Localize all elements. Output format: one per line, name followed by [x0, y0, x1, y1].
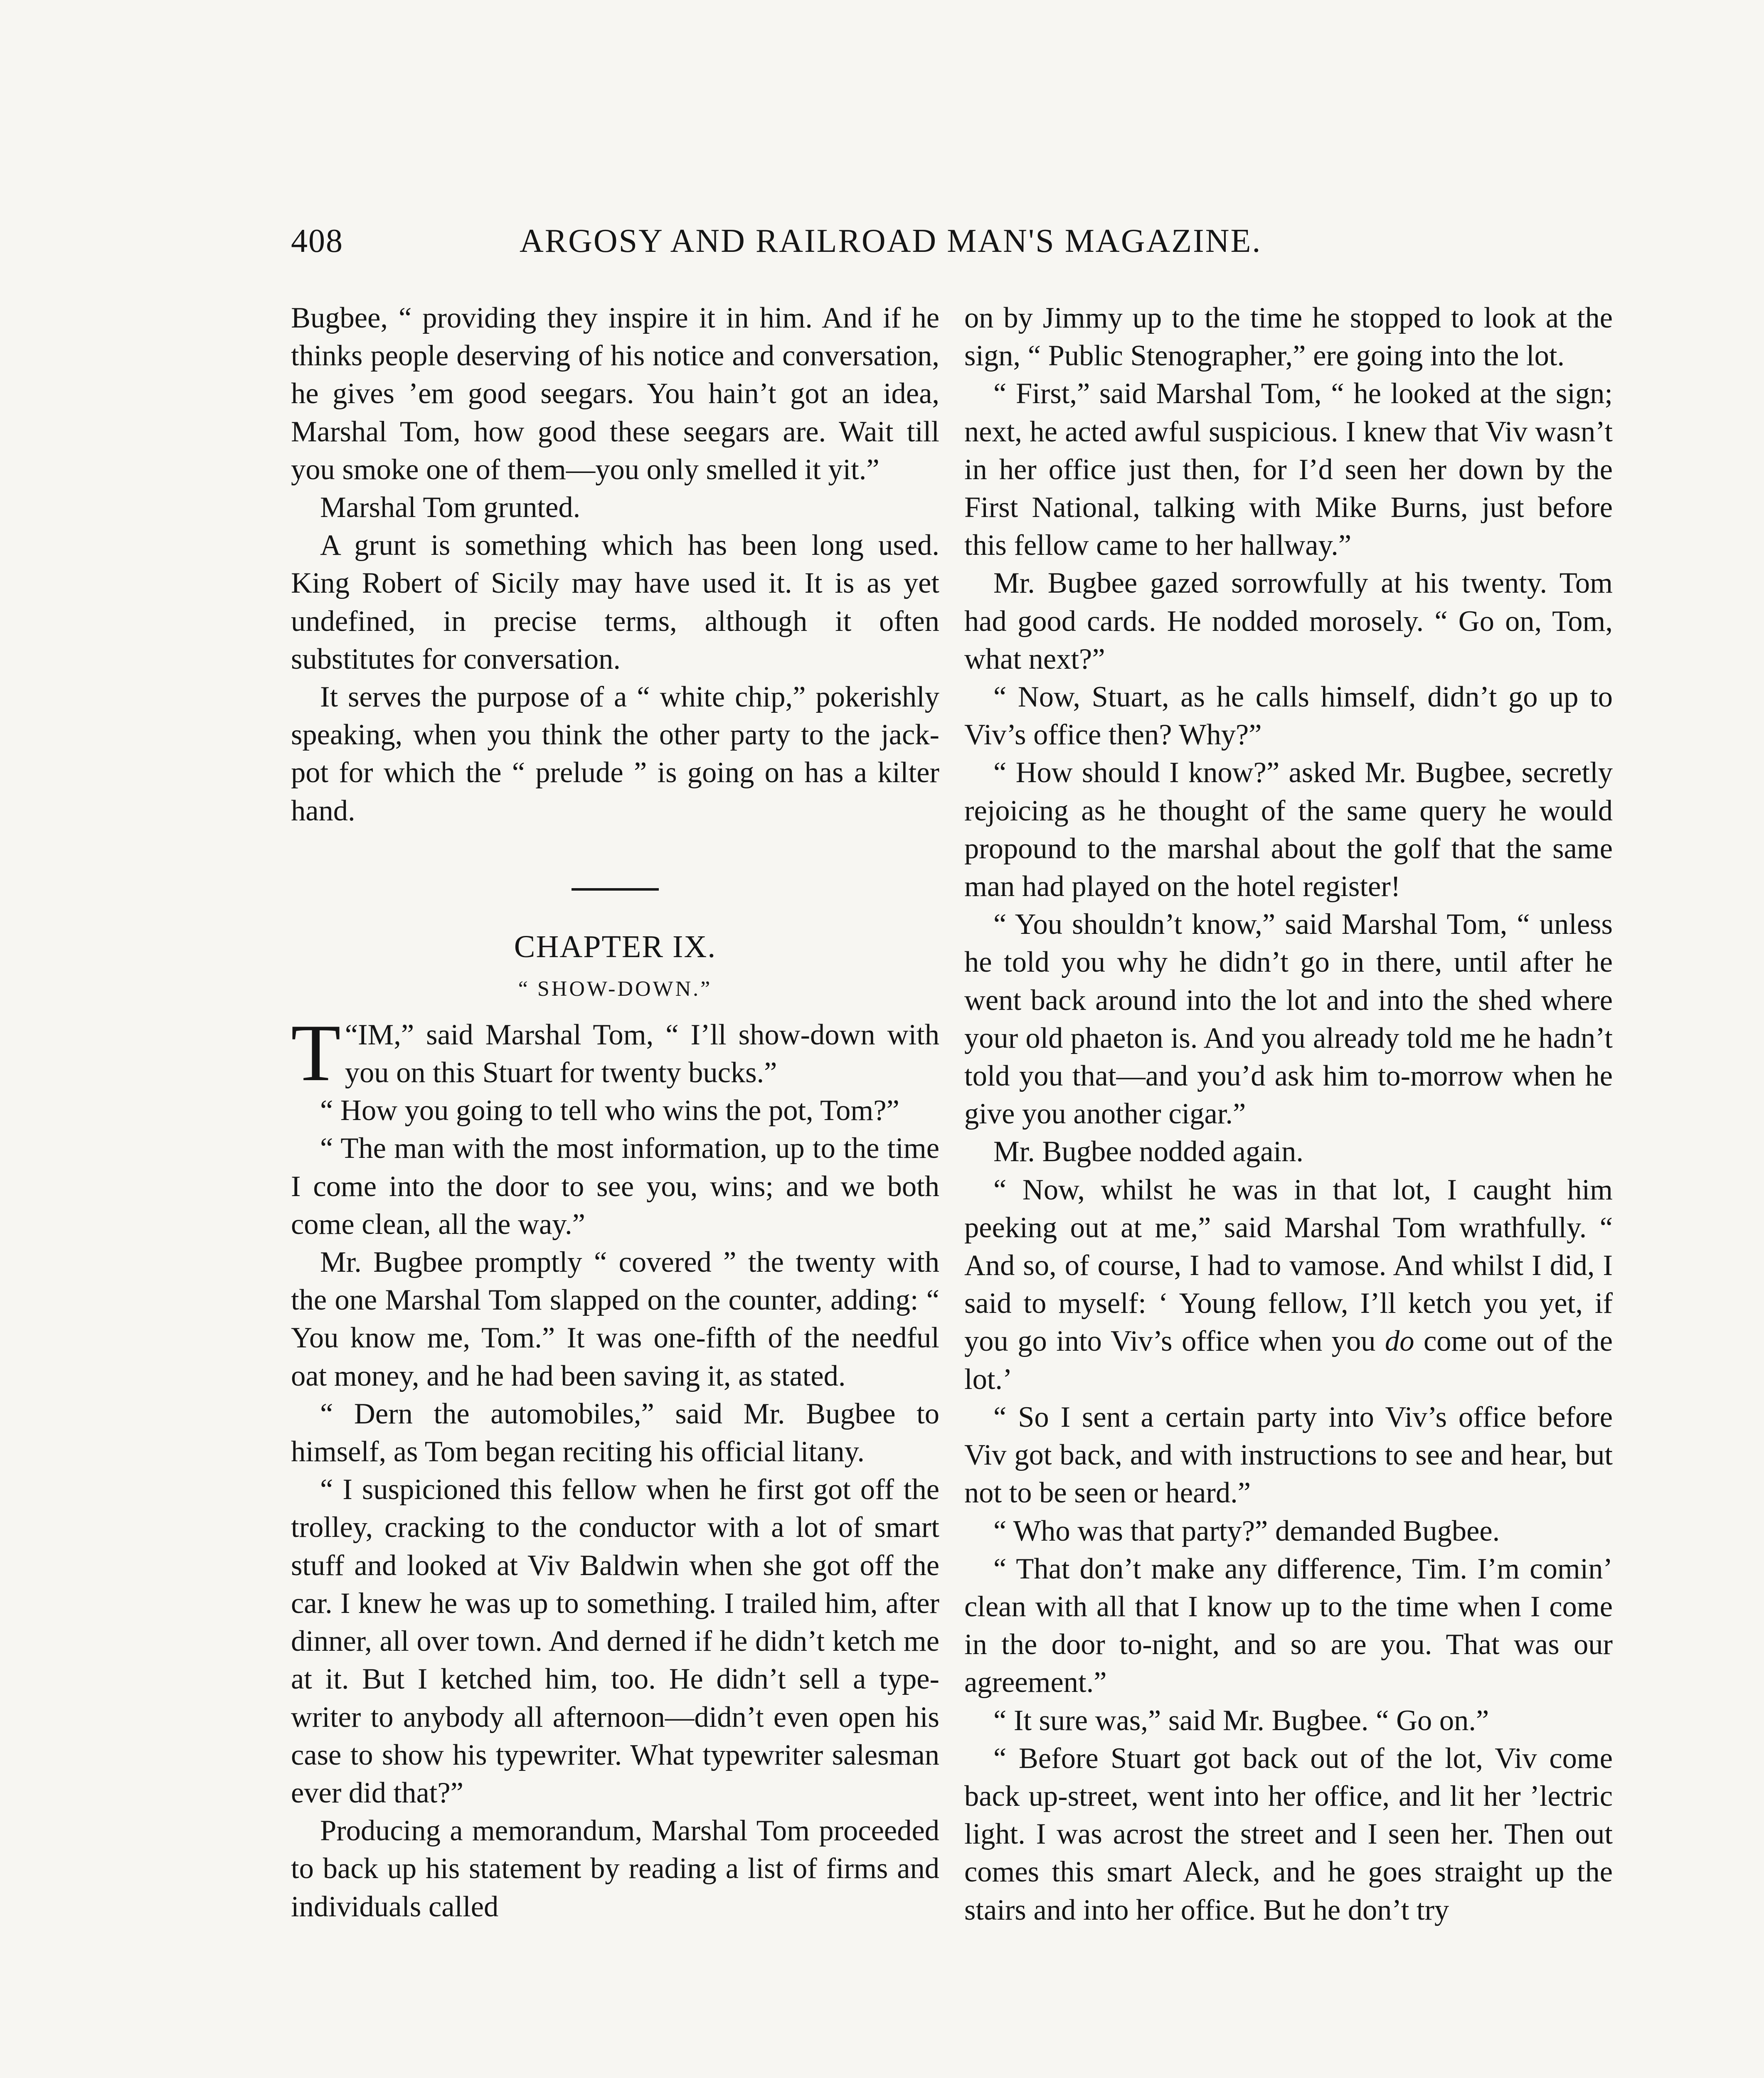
chapter-opening-paragraph — [291, 1007, 939, 1098]
paragraph: Mr. Bugbee promptly “ covered ” the twenty with the one Marshal Tom slapped on the counter, adding: “ You know me, Tom.” It was one-fifth of the needful oat money, and he had been saving it, as stated. — [291, 1246, 939, 1392]
opening-quote: “ — [345, 1018, 358, 1051]
paragraph: Bugbee, “ providing they inspire it in him. And if he thinks people deserving of his notice and conversation, he gives ’em good seegars. You hain’t got an idea, Marshal Tom, how good these seegars are. Wait till you smoke one of them—you only smelled it yit.” — [291, 302, 939, 486]
chapter-title: CHAPTER IX. — [514, 929, 717, 964]
paragraph: “ That don’t make any difference, Tim. I’m comin’ clean with all that I know up to the time when I come in the door to-night, and so are you. That was our agreement.” — [964, 1552, 1613, 1699]
paragraph: “ How you going to tell who wins the pot, Tom?” — [320, 1094, 899, 1127]
paragraph: “ How should I know?” asked Mr. Bugbee, secretly rejoicing as he thought of the same query he would propound to the marshal about the golf that the same man had played on the hotel register! — [964, 756, 1613, 903]
paragraph: “ First,” said Marshal Tom, “ he looked at the sign; next, he acted awful suspicious. I knew that Viv wasn’t in her office just then, for I’d seen her down by the First National, talking with Mike Burns, just before this fellow came to her hallway.” — [964, 377, 1613, 562]
chapter-subtitle: “ SHOW-DOWN.” — [518, 977, 712, 1001]
paragraph: “ Dern the automobiles,” said Mr. Bugbee to himself, as Tom began reciting his official litany. — [291, 1397, 939, 1468]
paragraph: It serves the purpose of a “ white chip,” pokerishly speaking, when you think the other party to the jack-pot for which the “ prelude ” is going on has a kilter hand. — [291, 681, 939, 827]
paragraph: Marshal Tom grunted. — [320, 491, 581, 524]
paragraph: “ Before Stuart got back out of the lot, Viv come back up-street, went into her office, and lit her ’lectric light. I was acrost the street and I seen her. Then out comes this smart Aleck, and he goes straight up the stairs and into her office. But he don’t try — [964, 1742, 1613, 1926]
paragraph: Mr. Bugbee gazed sorrowfully at his twenty. Tom had good cards. He nodded morosely. “ Go on, Tom, what next?” — [964, 567, 1613, 675]
paragraph — [964, 1171, 1613, 1398]
paragraph: Mr. Bugbee nodded again. — [993, 1135, 1303, 1168]
page-number: 408 — [291, 223, 343, 259]
paragraph: “ The man with the most information, up to the time I come into the door to see you, wins; and we both come clean, all the way.” — [291, 1132, 939, 1241]
running-head: ARGOSY AND RAILROAD MAN'S MAGAZINE. — [520, 223, 1262, 259]
section-divider — [572, 888, 659, 891]
paragraph: “ Now, Stuart, as he calls himself, didn’t go up to Viv’s office then? Why?” — [964, 681, 1613, 751]
text-run: “ Now, whilst he was in that lot, I caught him peeking out at me,” said Marshal Tom wrathfully. “ And so, of course, I had to vamose. And whilst I did, I said to myself: ‘ Young fellow, I’ll ketch you yet, if you go into Viv’s office when you — [964, 1173, 1613, 1358]
text-run: come out of the lot.’ — [964, 1325, 1613, 1396]
paragraph: “ I suspicioned this fellow when he first got off the trolley, cracking to the conductor with a lot of smart stuff and looked at Viv Baldwin when she got off the car. I knew he was up to something. I trailed him, after dinner, all over town. And derned if he didn’t ketch me at it. But I ketched him, too. He didn’t sell a type-writer to anybody all afternoon—didn’t even open his case to show his typewriter. What typewriter salesman ever did that?” — [291, 1473, 939, 1809]
opening-text: IM,” said Marshal Tom, “ I’ll show-down with you on this Stuart for twenty bucks.” — [345, 1018, 939, 1089]
paragraph: “ It sure was,” said Mr. Bugbee. “ Go on.” — [993, 1704, 1489, 1737]
paragraph: “ Who was that party?” demanded Bugbee. — [993, 1514, 1500, 1547]
paragraph: on by Jimmy up to the time he stopped to look at the sign, “ Public Stenographer,” ere going into the lot. — [964, 302, 1613, 372]
drop-cap: T — [291, 1007, 341, 1098]
paragraph: A grunt is something which has been long used. King Robert of Sicily may have used it. It is as yet undefined, in precise terms, although it often substitutes for conversation. — [291, 529, 939, 675]
paragraph: “ You shouldn’t know,” said Marshal Tom, “ unless he told you why he didn’t go in there, until after he went back around into the lot and into the shed where your old phaeton is. And you already told me he hadn’t told you that—and you’d ask him to-morrow when he give you another cigar.” — [964, 908, 1613, 1130]
left-column — [291, 299, 939, 1926]
emphasis-word: do — [1385, 1325, 1414, 1358]
paragraph: “ So I sent a certain party into Viv’s office before Viv got back, and with instructions to see and hear, but not to be seen or heard.” — [964, 1401, 1613, 1509]
paragraph: Producing a memorandum, Marshal Tom proceeded to back up his statement by reading a list of firms and individuals called — [291, 1815, 939, 1923]
right-column — [964, 299, 1613, 1929]
